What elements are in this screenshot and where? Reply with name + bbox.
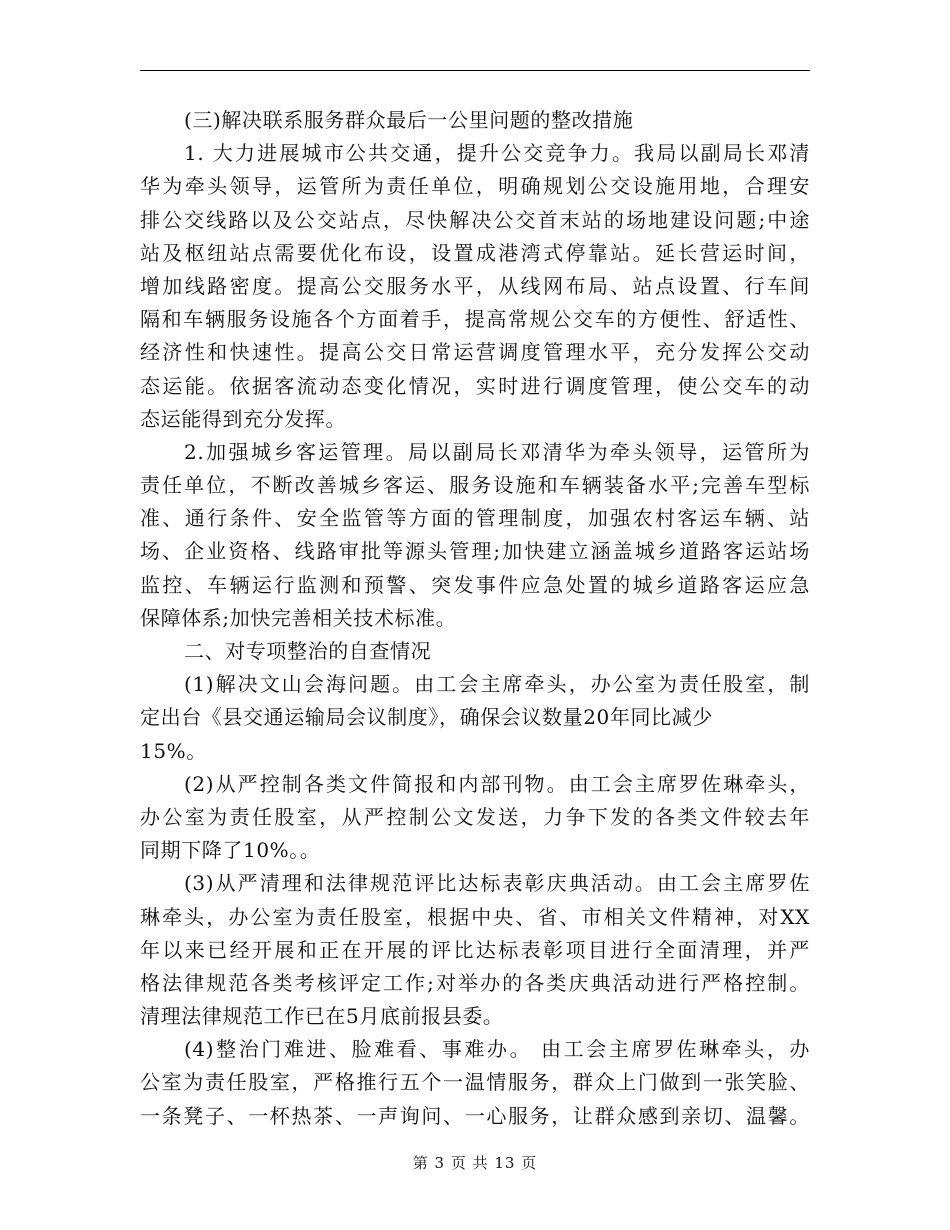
text-line: 办公室为责任股室，从严控制公文发送，力争下发的各类文件较去年 (140, 804, 810, 829)
text-line: 1. 大力进展城市公共交通，提升公交竞争力。我局以副局长邓清 (184, 141, 810, 166)
text-line: 准、通行条件、安全监管等方面的管理制度，加强农村客运车辆、站 (140, 506, 810, 531)
header-rule (140, 70, 810, 71)
text-line: 站及枢纽站点需要优化布设，设置成港湾式停靠站。延长营运时间， (140, 240, 810, 265)
text-line: 一条凳子、一杯热茶、一声询问、一心服务，让群众感到亲切、温馨。 (140, 1103, 810, 1128)
text-line: 公室为责任股室，严格推行五个一温情服务，群众上门做到一张笑脸、 (140, 1070, 810, 1095)
text-line: 态运能。依据客流动态变化情况，实时进行调度管理，使公交车的动 (140, 373, 810, 398)
text-line: 华为牵头领导，运管所为责任单位，明确规划公交设施用地，合理安 (140, 174, 810, 199)
text-line: 经济性和快速性。提高公交日常运营调度管理水平，充分发挥公交动 (140, 340, 810, 365)
text-line: 清理法律规范工作已在5月底前报县委。 (140, 1004, 504, 1029)
text-line: 2.加强城乡客运管理。局以副局长邓清华为牵头领导，运管所为 (184, 439, 810, 464)
text-line: 定出台《县交通运输局会议制度》，确保会议数量20年同比减少 (140, 705, 713, 730)
page-number-footer: 第 3 页 共 13 页 (412, 1154, 538, 1172)
text-line: 场、企业资格、线路审批等源头管理;加快建立涵盖城乡道路客运站场 (140, 539, 810, 564)
text-line: 增加线路密度。提高公交服务水平，从线网布局、站点设置、行车间 (140, 273, 810, 298)
text-line: 隔和车辆服务设施各个方面着手，提高常规公交车的方便性、舒适性、 (140, 307, 810, 332)
text-line: (1)解决文山会海问题。由工会主席牵头，办公室为责任股室，制 (184, 672, 810, 697)
text-line: 同期下降了10%。。 (140, 838, 321, 863)
text-line: 15%。 (140, 738, 207, 763)
text-line: (三)解决联系服务群众最后一公里问题的整改措施 (184, 108, 634, 132)
text-line: (3)从严清理和法律规范评比达标表彰庆典活动。由工会主席罗佐 (184, 871, 810, 896)
document-body (140, 104, 810, 1133)
text-line: 保障体系;加快完善相关技术标准。 (140, 605, 457, 630)
text-line: 责任单位，不断改善城乡客运、服务设施和车辆装备水平;完善车型标 (140, 473, 810, 498)
text-line: 态运能得到充分发挥。 (140, 406, 346, 431)
text-line: 年以来已经开展和正在开展的评比达标表彰项目进行全面清理，并严 (140, 937, 810, 962)
text-line: 格法律规范各类考核评定工作;对举办的各类庆典活动进行严格控制。 (140, 970, 810, 995)
text-line: (4)整治门难进、脸难看、事难办。 由工会主席罗佐琳牵头，办 (184, 1037, 810, 1062)
text-line: 琳牵头，办公室为责任股室，根据中央、省、市相关文件精神，对XX (140, 904, 810, 929)
text-line: (2)从严控制各类文件简报和内部刊物。由工会主席罗佐琳牵头， (184, 771, 810, 796)
text-line: 监控、车辆运行监测和预警、突发事件应急处置的城乡道路客运应急 (140, 572, 810, 597)
text-line: 排公交线路以及公交站点，尽快解决公交首末站的场地建设问题;中途 (140, 207, 810, 232)
text-line: 二、对专项整治的自查情况 (184, 639, 432, 663)
